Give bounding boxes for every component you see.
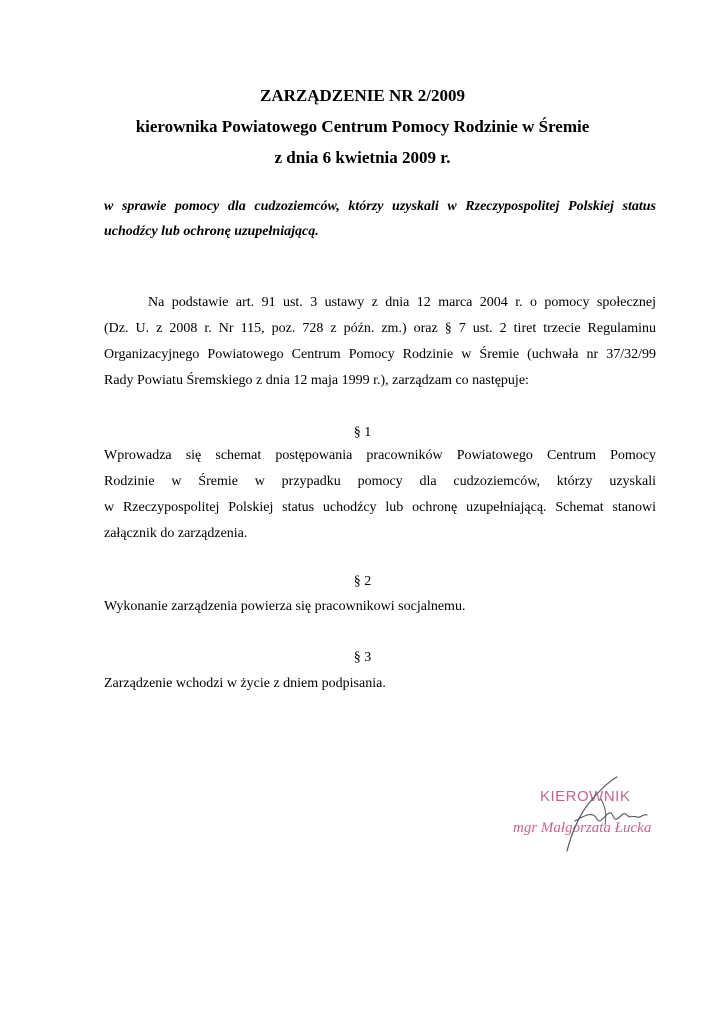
preamble-paragraph [104, 290, 656, 394]
stamp-title: KIEROWNIK [540, 788, 631, 805]
section-1-line: załącznik do zarządzenia. [104, 526, 248, 541]
section-3-mark: § 3 [353, 650, 372, 665]
preamble-line: Na podstawie art. 91 ust. 3 ustawy z dnia 12 marca 2004 r. o pomocy społecznej [148, 295, 656, 310]
section-1-line: Wprowadza się schemat postępowania pracowników Powiatowego Centrum Pomocy [104, 448, 656, 463]
document-header [0, 80, 725, 173]
document-date: z dnia 6 kwietnia 2009 r. [274, 148, 451, 167]
preamble-line: Rady Powiatu Śremskiego z dnia 12 maja 1999 r.), zarządzam co następuje: [104, 373, 529, 388]
handwritten-signature [505, 775, 675, 855]
section-3-text: Zarządzenie wchodzi w życie z dniem podpisania. [104, 676, 386, 691]
stamp-name: mgr Małgorzata Łucka [513, 820, 652, 836]
document-title: ZARZĄDZENIE NR 2/2009 [260, 86, 465, 105]
section-2-text: Wykonanie zarządzenia powierza się pracownikowi socjalnemu. [104, 599, 466, 614]
preamble-line: (Dz. U. z 2008 r. Nr 115, poz. 728 z późn. zm.) oraz § 7 ust. 2 tiret trzecie Regulaminu [104, 321, 656, 336]
section-1-line: w Rzeczypospolitej Polskiej status uchodźcy lub ochronę uzupełniającą. Schemat stanowi [104, 500, 656, 515]
section-1-line: Rodzinie w Śremie w przypadku pomocy dla cudzoziemców, którzy uzyskali [104, 474, 656, 489]
signature-stamp [505, 775, 675, 855]
section-1-text [104, 443, 656, 547]
section-2-mark: § 2 [353, 574, 372, 589]
document-issuer: kierownika Powiatowego Centrum Pomocy Rodzinie w Śremie [135, 117, 590, 136]
preamble-line: Organizacyjnego Powiatowego Centrum Pomocy Rodzinie w Śremie (uchwała nr 37/32/99 [104, 347, 656, 362]
section-1-mark: § 1 [353, 425, 372, 440]
document-subject: w sprawie pomocy dla cudzoziemców, którzy uzyskali w Rzeczypospolitej Polskiej status uchodźcy lub ochronę uzupełniającą. [104, 199, 656, 239]
